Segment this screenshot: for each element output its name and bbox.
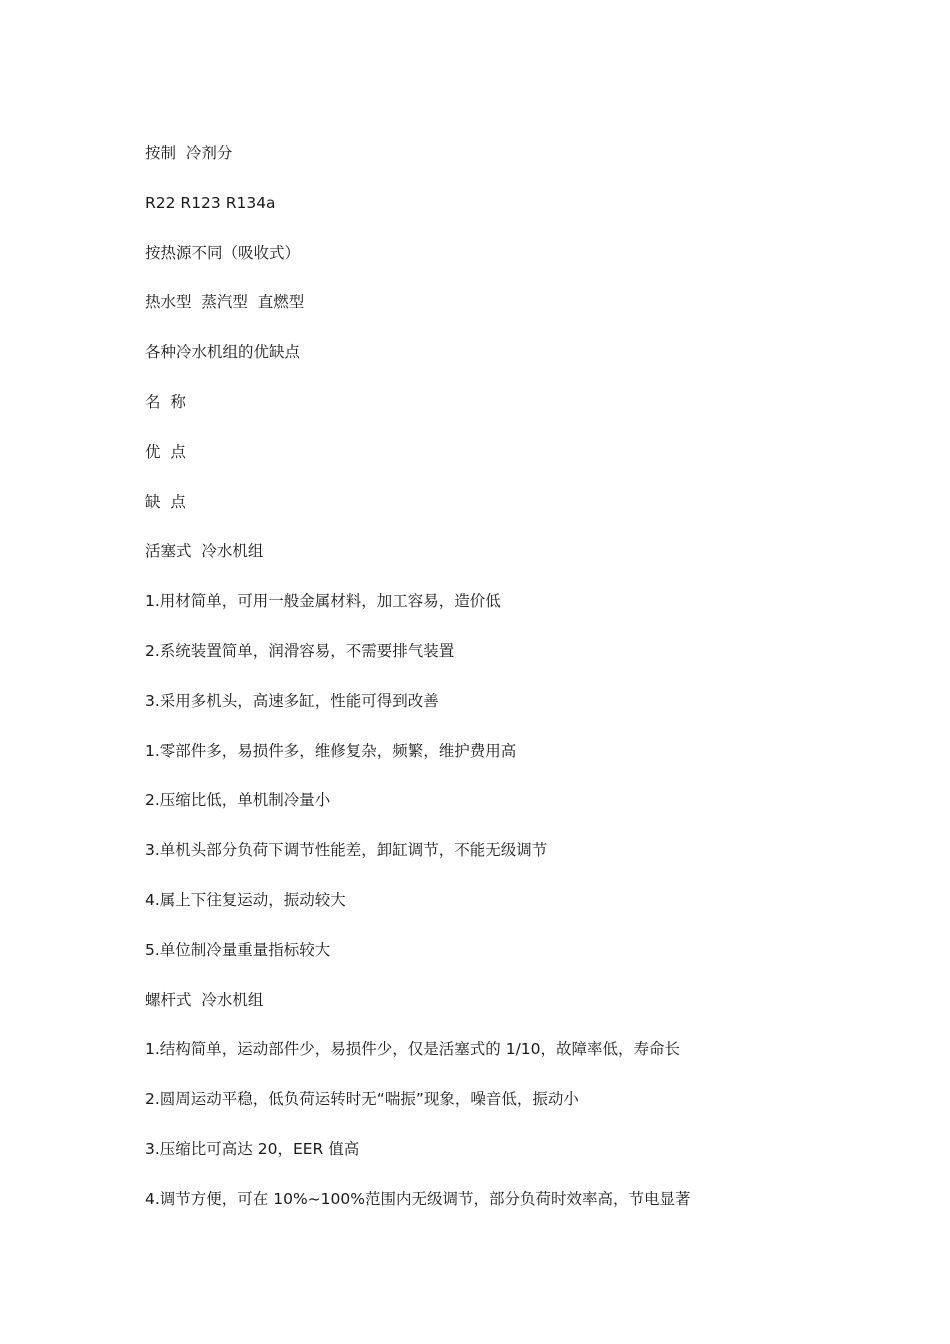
advantage-item: 2.系统装置简单，润滑容易，不需要排气装置 — [145, 641, 455, 660]
column-header-disadvantages: 缺 点 — [145, 492, 186, 511]
chiller-type-reciprocating: 活塞式 冷水机组 — [145, 542, 264, 561]
section-heading: 各种冷水机组的优缺点 — [145, 343, 301, 362]
text-line: 按热源不同（吸收式） — [145, 243, 301, 262]
disadvantage-item: 5.单位制冷量重量指标较大 — [145, 940, 331, 959]
document-body — [145, 140, 845, 1236]
column-header-name: 名 称 — [145, 392, 186, 411]
advantage-item: 1.结构简单，运动部件少，易损件少，仅是活塞式的 1/10，故障率低，寿命长 — [145, 1040, 681, 1059]
advantage-item: 2.圆周运动平稳，低负荷运转时无“喘振”现象，噪音低，振动小 — [145, 1090, 579, 1109]
advantage-item: 1.用材简单，可用一般金属材料，加工容易，造价低 — [145, 592, 501, 611]
disadvantage-item: 3.单机头部分负荷下调节性能差，卸缸调节，不能无级调节 — [145, 841, 548, 860]
text-line: R22 R123 R134a — [145, 193, 276, 212]
disadvantage-item: 1.零部件多，易损件多，维修复杂，频繁，维护费用高 — [145, 741, 517, 760]
disadvantage-item: 2.压缩比低，单机制冷量小 — [145, 791, 331, 810]
text-line: 按制 冷剂分 — [145, 144, 233, 162]
disadvantage-item: 4.属上下往复运动，振动较大 — [145, 890, 346, 909]
advantage-item: 3.压缩比可高达 20，EER 值高 — [145, 1139, 360, 1158]
advantage-item: 3.采用多机头，高速多缸，性能可得到改善 — [145, 691, 439, 710]
chiller-type-screw: 螺杆式 冷水机组 — [145, 990, 264, 1009]
advantage-item: 4.调节方便，可在 10%~100%范围内无级调节，部分负荷时效率高，节电显著 — [145, 1189, 691, 1208]
column-header-advantages: 优 点 — [145, 442, 186, 461]
text-line: 热水型 蒸汽型 直燃型 — [145, 293, 305, 312]
